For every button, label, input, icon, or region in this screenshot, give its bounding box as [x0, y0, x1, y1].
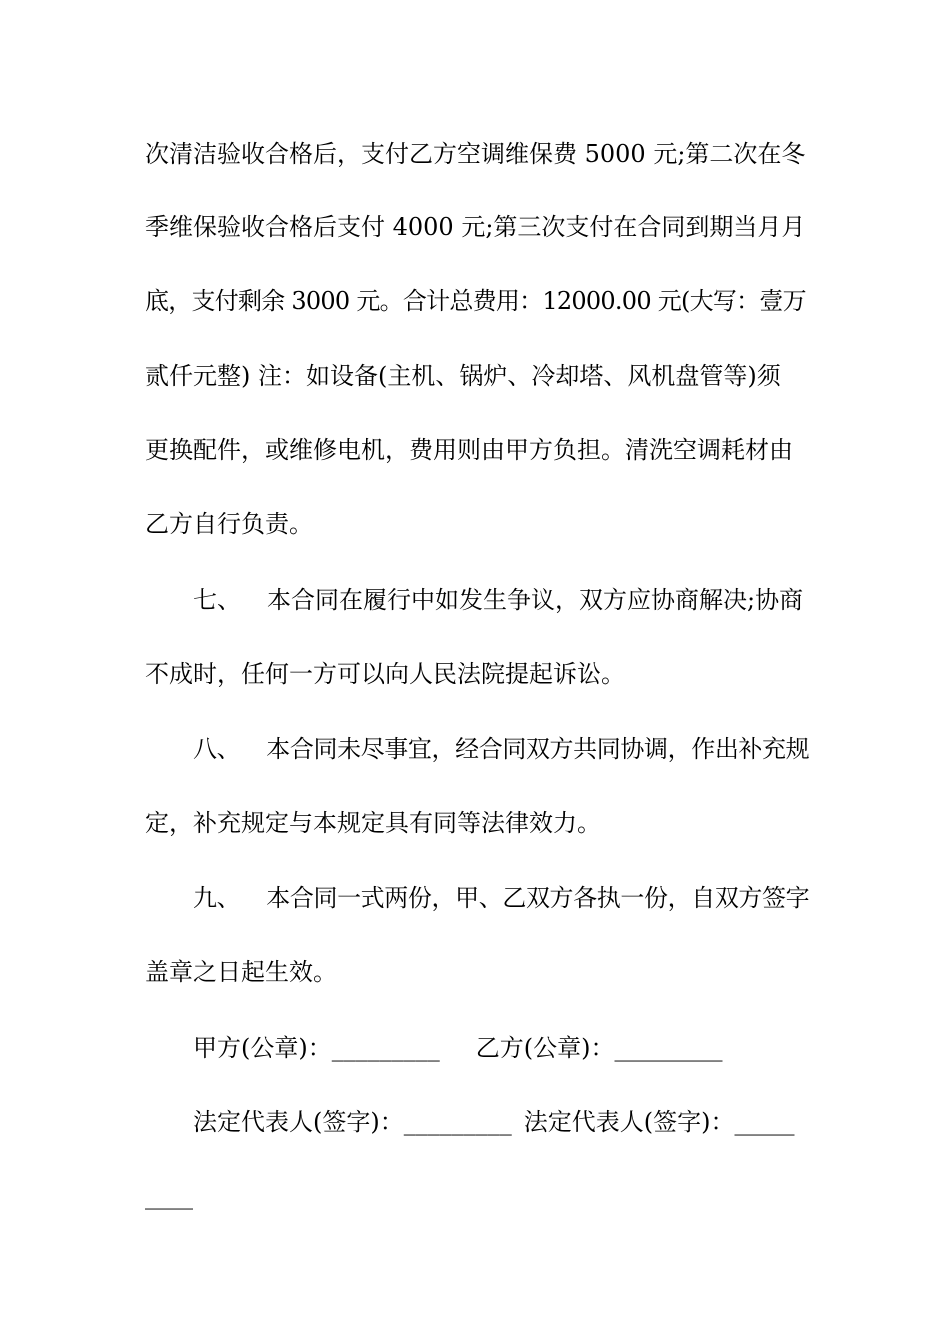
paragraph-line: 贰仟元整) 注：如设备(主机、锅炉、冷却塔、风机盘管等)须	[145, 362, 781, 390]
party-a-seal: 甲方(公章)：_________	[193, 1034, 440, 1062]
clause-text: 本合同未尽事宜，经合同双方共同协调，作出补充规	[266, 735, 810, 763]
clause-7-line-1	[193, 585, 803, 615]
signature-seal-row	[193, 1033, 722, 1063]
clause-9-line-1	[193, 883, 809, 913]
party-b-seal: 乙方(公章)：_________	[475, 1034, 723, 1062]
paragraph-line: 次清洁验收合格后，支付乙方空调维保费 5000 元;第二次在冬	[145, 140, 806, 168]
clause-8-line-2: 定，补充规定与本规定具有同等法律效力。	[145, 809, 601, 837]
paragraph-line: 季维保验收合格后支付 4000 元;第三次支付在合同到期当月月	[145, 213, 806, 241]
clause-text: 本合同一式两份，甲、乙双方各执一份，自双方签字	[266, 884, 810, 912]
paragraph-line: 更换配件，或维修电机，费用则由甲方负担。清洗空调耗材由	[145, 436, 793, 464]
clause-number: 七、	[193, 586, 241, 614]
clause-number: 八、	[193, 735, 241, 763]
clause-8-line-1	[193, 734, 809, 764]
clause-text: 本合同在履行中如发生争议，双方应协商解决;协商	[267, 586, 804, 614]
party-a-representative: 法定代表人(签字)：_________	[193, 1108, 512, 1136]
clause-number: 九、	[193, 884, 241, 912]
signature-rep-row	[193, 1107, 794, 1137]
party-b-representative: 法定代表人(签字)：_____	[523, 1108, 795, 1136]
paragraph-line: 乙方自行负责。	[145, 510, 313, 538]
signature-rep-overflow: ____	[145, 1182, 193, 1210]
clause-7-line-2: 不成时，任何一方可以向人民法院提起诉讼。	[145, 660, 625, 688]
clause-9-line-2: 盖章之日起生效。	[145, 958, 337, 986]
paragraph-line: 底，支付剩余 3000 元。合计总费用：12000.00 元(大写：壹万	[145, 287, 806, 315]
